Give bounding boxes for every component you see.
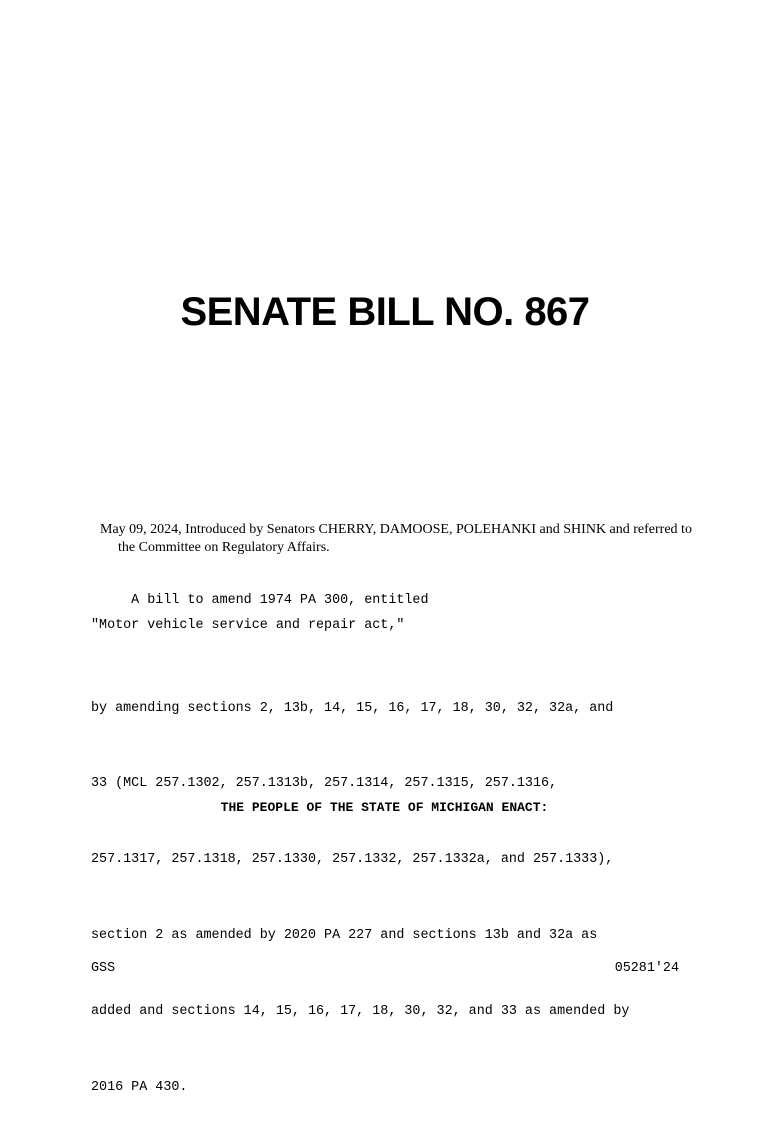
- body-line: 2016 PA 430.: [91, 1080, 188, 1096]
- footer-left-code: GSS: [91, 961, 116, 976]
- body-line: 257.1317, 257.1318, 257.1330, 257.1332, 257.1332a, and 257.1333),: [91, 852, 614, 868]
- act-name-line: "Motor vehicle service and repair act,": [91, 618, 405, 633]
- bill-intro-line: A bill to amend 1974 PA 300, entitled: [91, 593, 429, 608]
- introduction-note: May 09, 2024, Introduced by Senators CHERRY, DAMOOSE, POLEHANKI and SHINK and referred to the Committee on Regulatory Affairs.: [100, 522, 692, 555]
- body-line: section 2 as amended by 2020 PA 227 and sections 13b and 32a as: [91, 928, 598, 944]
- enacting-clause: THE PEOPLE OF THE STATE OF MICHIGAN ENACT:: [220, 800, 549, 815]
- footer-right-code: 05281'24: [614, 961, 679, 976]
- bill-body: [91, 645, 629, 1126]
- body-line: by amending sections 2, 13b, 14, 15, 16, 17, 18, 30, 32, 32a, and: [91, 700, 614, 716]
- bill-title: SENATE BILL NO. 867: [180, 290, 590, 334]
- body-line: 33 (MCL 257.1302, 257.1313b, 257.1314, 257.1315, 257.1316,: [91, 776, 558, 792]
- body-line: added and sections 14, 15, 16, 17, 18, 30, 32, and 33 as amended by: [91, 1004, 630, 1020]
